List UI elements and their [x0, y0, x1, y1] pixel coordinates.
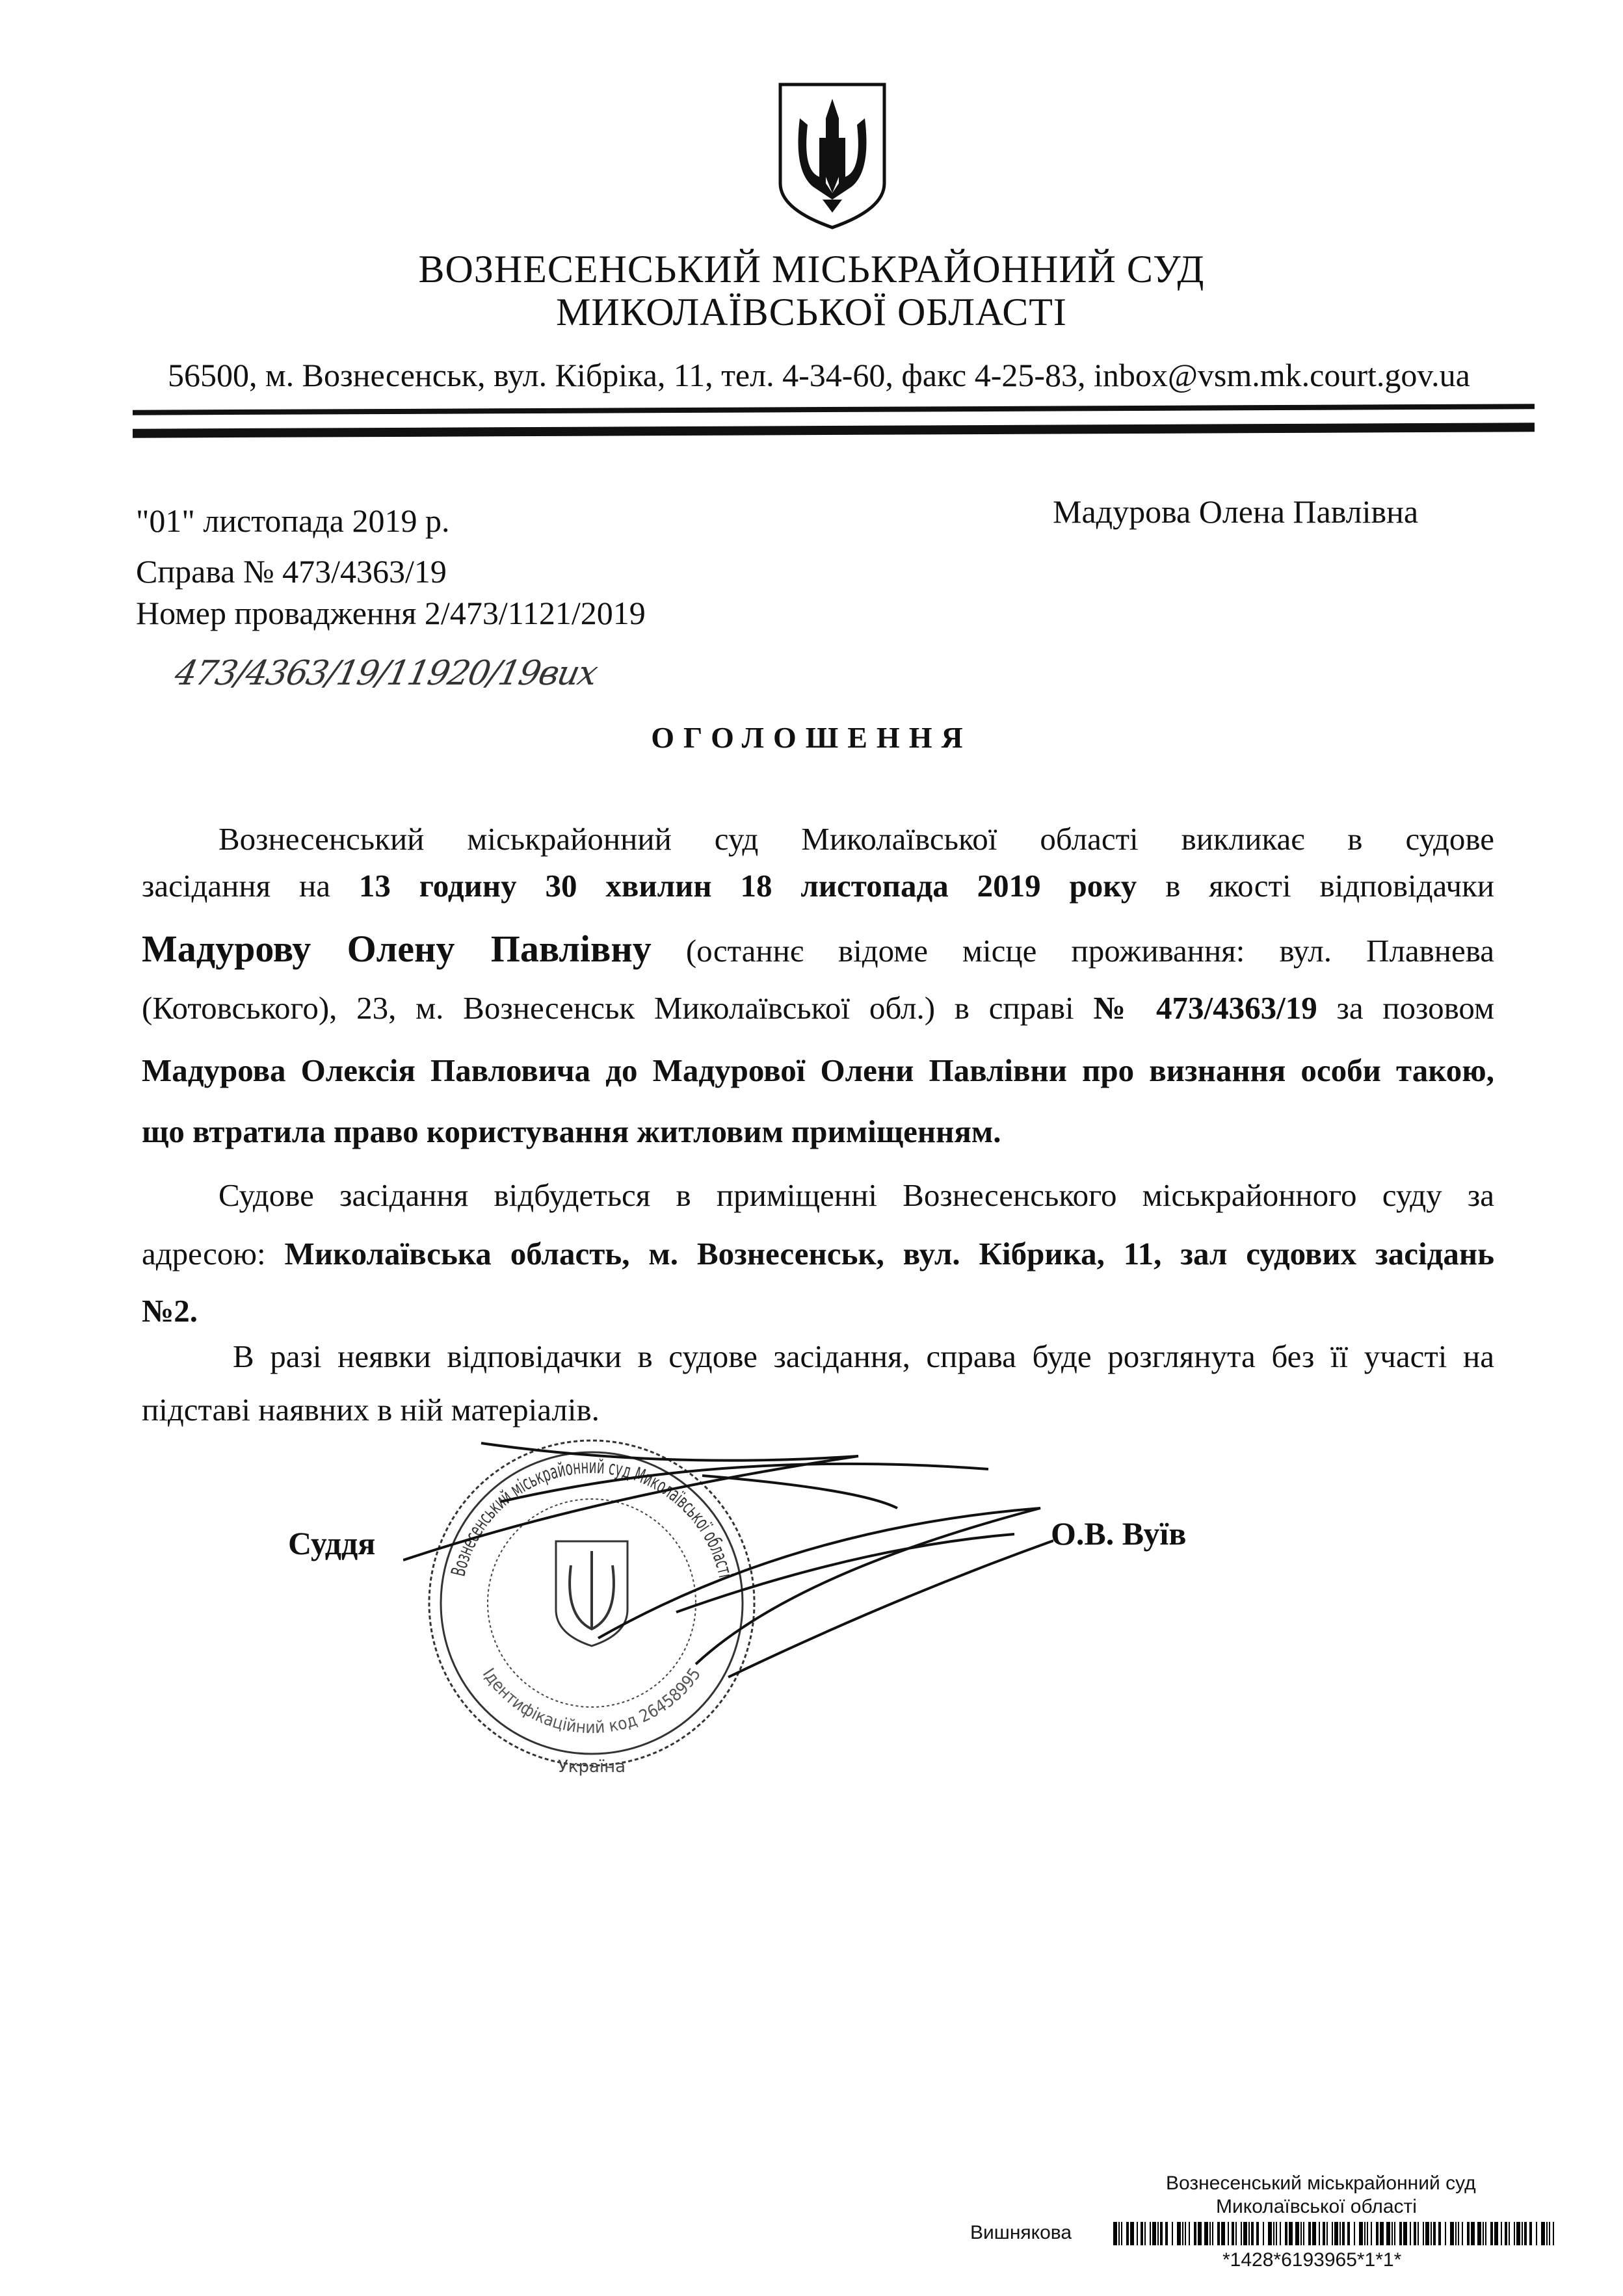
text: адресою: [142, 1236, 285, 1272]
barcode-bar [1394, 2222, 1395, 2245]
barcode-bar [1477, 2222, 1481, 2245]
barcode-bar [1172, 2222, 1173, 2245]
stamp-country: Україна [557, 1757, 626, 1777]
footer-court-line1: Вознесенський міськрайонний суд [1166, 2172, 1476, 2194]
barcode-bar [1198, 2222, 1202, 2245]
case-number: Справа № 473/4363/19 [136, 553, 447, 590]
barcode-bar [1414, 2222, 1416, 2245]
text: (Котовського), 23, м. Вознесенськ Миколаївської обл.) в справі [142, 990, 1094, 1026]
barcode-bar [1121, 2222, 1122, 2245]
barcode-bar [1399, 2222, 1402, 2245]
barcode-bar [1308, 2222, 1311, 2245]
barcode-bar [1194, 2222, 1196, 2245]
barcode-bar [1334, 2222, 1338, 2245]
barcode-bar [1276, 2222, 1277, 2245]
barcode-bar [1423, 2222, 1424, 2245]
barcode-bar [1524, 2222, 1527, 2245]
barcode-bar [1303, 2222, 1304, 2245]
barcode-bar [1241, 2222, 1242, 2245]
barcode-bar [1339, 2222, 1341, 2245]
coat-of-arms-icon [774, 79, 891, 230]
footer-court-line2: Миколаївської області [1216, 2196, 1417, 2217]
barcode-bar [1141, 2222, 1143, 2245]
barcode-bar [1410, 2222, 1411, 2245]
barcode-bar [1160, 2222, 1163, 2245]
text: в якості відповідачки [1137, 868, 1495, 904]
bold-text: № 473/4363/19 [1093, 990, 1317, 1026]
header-rule-thick [133, 423, 1535, 437]
barcode-bar [1268, 2222, 1272, 2245]
barcode-bar [1204, 2222, 1208, 2245]
signature-role: Суддя [288, 1525, 376, 1561]
text: Вознесенський міськрайонний суд Миколаївської області викликає в судове [218, 821, 1494, 857]
text: Судове засідання відбудеться в приміщенні Вознесенського міськрайонного суду за [218, 1177, 1494, 1213]
barcode-bar [1549, 2222, 1550, 2245]
body-line [142, 867, 1494, 904]
letter-date: "01" листопада 2019 р. [136, 502, 450, 539]
barcode-bar [1445, 2222, 1446, 2245]
court-name-line2: МИКОЛАЇВСЬКОЇ ОБЛАСТІ [556, 291, 1067, 333]
barcode-bar [1359, 2222, 1363, 2245]
barcode-bar [1221, 2222, 1225, 2245]
bold-text: 13 годину 30 хвилин 18 листопада 2019 року [358, 868, 1137, 904]
barcode-bar [1248, 2222, 1250, 2245]
barcode-bar [1425, 2222, 1429, 2245]
bold-text: №2. [142, 1293, 198, 1329]
barcode-bar [1251, 2222, 1254, 2245]
barcode-bar [1509, 2222, 1510, 2245]
barcode-bar [1150, 2222, 1151, 2245]
barcode-bar [1228, 2222, 1229, 2245]
text: за позовом [1317, 990, 1495, 1026]
barcode-bar [1243, 2222, 1247, 2245]
barcode-bar [1354, 2222, 1355, 2245]
barcode-bar [1157, 2222, 1159, 2245]
text: В разі неявки відповідачки в судове засідання, справа буде розглянута без її участі на [233, 1338, 1494, 1374]
body-line [142, 1235, 1494, 1272]
barcode-bar [1450, 2222, 1454, 2245]
stamp-outer-text: Вознесенський міськрайонний суд Миколаївської області [447, 1455, 737, 1582]
court-name-line1: ВОЗНЕСЕНСЬКИЙ МІСЬКРАЙОННИЙ СУД [418, 248, 1205, 291]
barcode-bar [1177, 2222, 1181, 2245]
barcode-bar [1431, 2222, 1432, 2245]
barcode-bar [1113, 2222, 1117, 2245]
barcode-bar [1232, 2222, 1234, 2245]
barcode-bar [1471, 2222, 1475, 2245]
barcode-bar [1137, 2222, 1138, 2245]
barcode-bar [1514, 2222, 1515, 2245]
barcode-bar [1505, 2222, 1507, 2245]
barcode-bar [1126, 2222, 1129, 2245]
bold-text: Миколаївська область, м. Вознесенськ, вул. Кібрика, 11, зал судових засідань [284, 1236, 1494, 1272]
barcode-bar [1273, 2222, 1274, 2245]
barcode-bar [1403, 2222, 1407, 2245]
barcode-bar [1118, 2222, 1120, 2245]
barcode-bar [1256, 2222, 1259, 2245]
addressee: Мадурова Олена Павлівна [1053, 493, 1419, 530]
barcode-bar [1367, 2222, 1368, 2245]
barcode-bar [1152, 2222, 1156, 2245]
stamp-inner-text: Ідентифікаційний код 26458995 [478, 1663, 706, 1738]
barcode [1113, 2222, 1555, 2245]
barcode-bar [1516, 2222, 1520, 2245]
barcode-bar [1494, 2222, 1498, 2245]
text: (останнє відоме місце проживання: вул. Плавнева [651, 933, 1494, 969]
barcode-bar [1312, 2222, 1316, 2245]
barcode-bar [1182, 2222, 1183, 2245]
barcode-bar [1332, 2222, 1333, 2245]
barcode-bar [1553, 2222, 1554, 2245]
barcode-bar [1536, 2222, 1537, 2245]
barcode-number: *1428*6193965*1*1* [1222, 2249, 1402, 2271]
body-line [142, 1391, 1494, 1428]
barcode-bar [1438, 2222, 1441, 2245]
header-rule-thin [133, 404, 1535, 415]
barcode-bar [1285, 2222, 1287, 2245]
barcode-bar [1458, 2222, 1459, 2245]
barcode-bar [1263, 2222, 1264, 2245]
barcode-bar [1235, 2222, 1237, 2245]
barcode-bar [1347, 2222, 1350, 2245]
barcode-bar [1185, 2222, 1186, 2245]
barcode-bar [1433, 2222, 1436, 2245]
barcode-bar [1462, 2222, 1463, 2245]
court-address: 56500, м. Вознесенськ, вул. Кібріка, 11, тел. 4-34-60, факс 4-25-83, inbox@vsm.mk.court.gov.ua [168, 357, 1470, 393]
barcode-bar [1485, 2222, 1486, 2245]
barcode-bar [1483, 2222, 1484, 2245]
bold-text: Мадурова Олексія Павловича до Мадурової Олени Павлівни про визнання особи такою, [142, 1052, 1494, 1088]
barcode-bar [1490, 2222, 1493, 2245]
body-line [233, 1338, 1494, 1375]
barcode-bar [1319, 2222, 1320, 2245]
barcode-bar [1386, 2222, 1390, 2245]
barcode-bar [1541, 2222, 1545, 2245]
barcode-bar [1323, 2222, 1325, 2245]
barcode-bar [1467, 2222, 1470, 2245]
barcode-bar [1392, 2222, 1393, 2245]
body-line [142, 1292, 1494, 1329]
barcode-bar [1364, 2222, 1366, 2245]
proceeding-number: Номер провадження 2/473/1121/2019 [136, 595, 646, 631]
body-line [142, 989, 1494, 1026]
barcode-bar [1546, 2222, 1548, 2245]
body-line [218, 820, 1494, 857]
handwritten-registration-note: 473/4363/19/11920/19вих [171, 654, 600, 693]
barcode-bar [1376, 2222, 1379, 2245]
body-line [142, 1113, 1494, 1150]
barcode-bar [1342, 2222, 1345, 2245]
barcode-bar [1295, 2222, 1299, 2245]
barcode-bar [1380, 2222, 1384, 2245]
barcode-bar [1165, 2222, 1168, 2245]
body-line [218, 1177, 1494, 1214]
text: засідання на [142, 868, 359, 904]
barcode-bar [1300, 2222, 1302, 2245]
barcode-bar [1130, 2222, 1134, 2245]
barcode-bar [1371, 2222, 1372, 2245]
barcode-bar [1212, 2222, 1213, 2245]
bold-text: що втратила право користування житловим приміщенням. [142, 1114, 1001, 1149]
barcode-bar [1280, 2222, 1281, 2245]
barcode-bar [1289, 2222, 1293, 2245]
barcode-bar [1529, 2222, 1532, 2245]
body-line [142, 1052, 1494, 1089]
bold-text: Мадурову Олену Павлівну [142, 928, 652, 970]
barcode-bar [1217, 2222, 1220, 2245]
judge-signature [403, 1430, 1053, 1742]
document-heading: ОГОЛОШЕННЯ [651, 721, 972, 754]
barcode-bar [1144, 2222, 1146, 2245]
barcode-bar [1326, 2222, 1328, 2245]
barcode-bar [1418, 2222, 1419, 2245]
barcode-bar [1501, 2222, 1502, 2245]
footer-clerk: Вишнякова [970, 2222, 1072, 2243]
barcode-bar [1189, 2222, 1190, 2245]
barcode-bar [1209, 2222, 1211, 2245]
barcode-bar [1522, 2222, 1523, 2245]
body-line [142, 927, 1494, 971]
text: підставі наявних в ній матеріалів. [142, 1392, 600, 1428]
barcode-bar [1455, 2222, 1457, 2245]
judge-name: О.В. Вуїв [1051, 1515, 1187, 1552]
